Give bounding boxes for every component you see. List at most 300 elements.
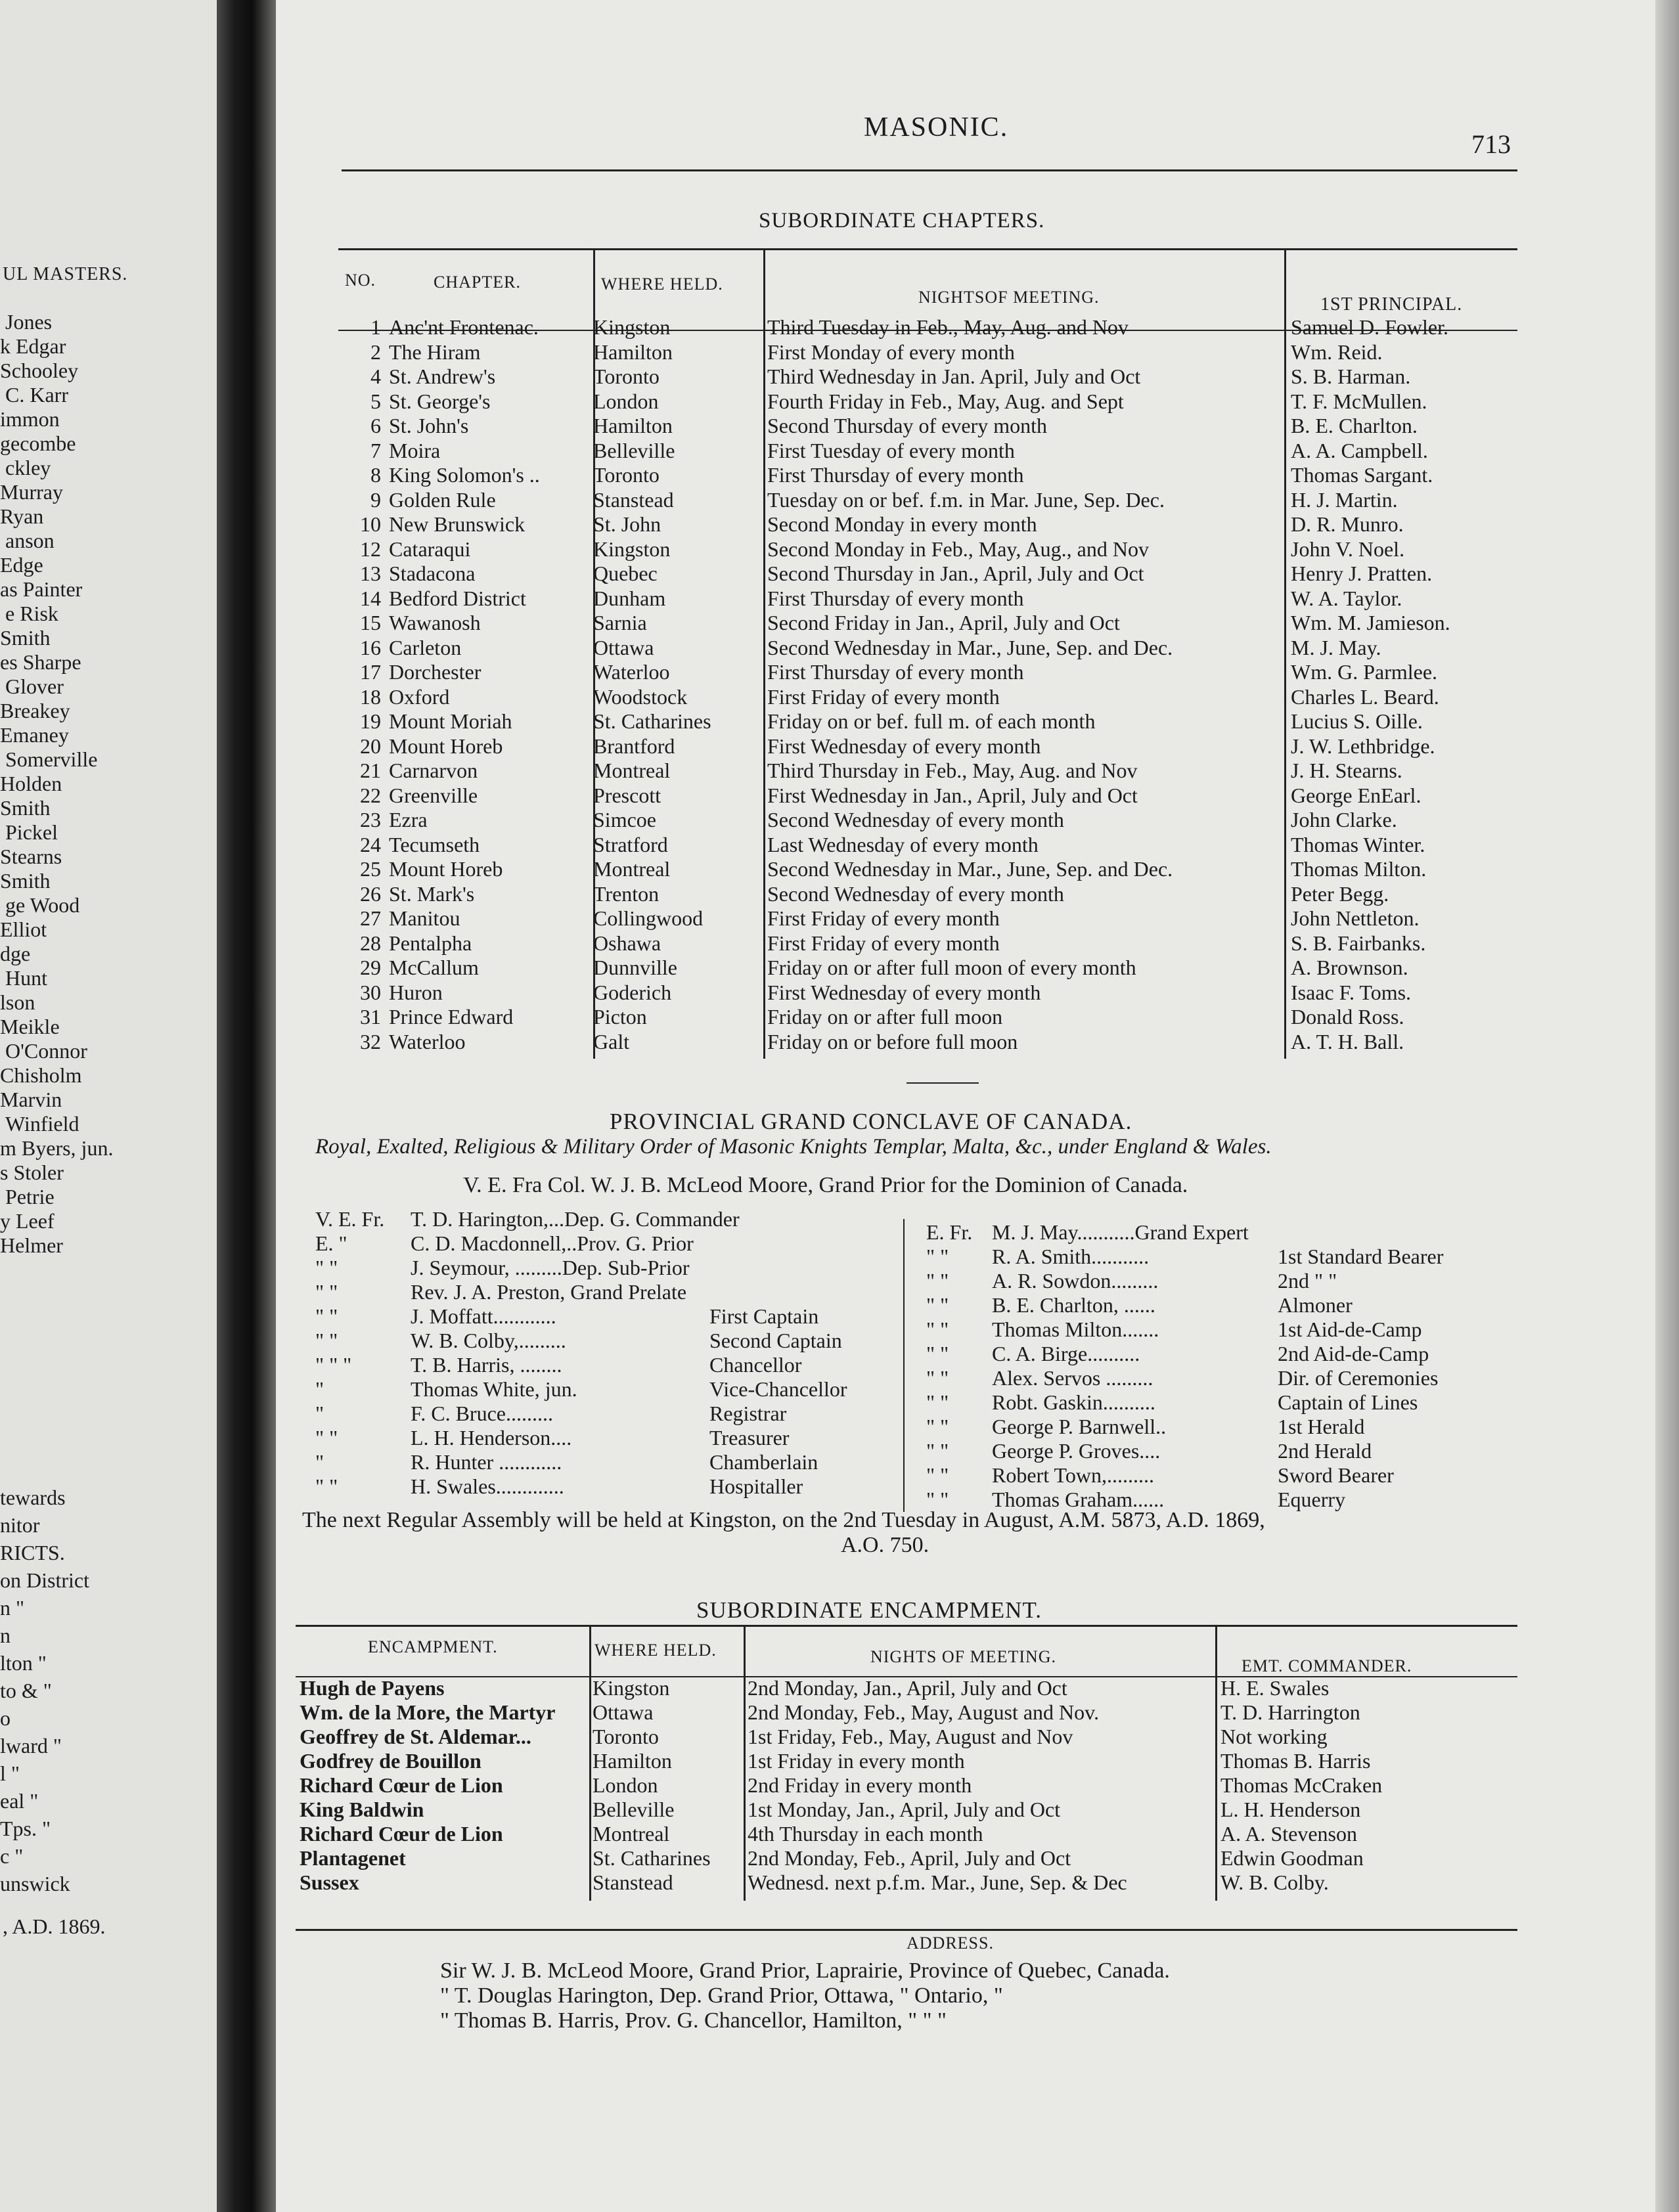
encampment-location: Belleville [593,1798,675,1821]
chapter-name: Huron [389,981,443,1004]
chapter-number: 24 [360,833,381,856]
chapter-row [276,784,1590,808]
officer-name: F. C. Bruce......... [411,1402,553,1425]
chapter-number: 28 [360,931,381,955]
chapter-first-principal: Peter Begg. [1291,882,1389,906]
officer-name: Thomas Milton....... [992,1317,1159,1341]
chapter-number: 32 [360,1030,381,1053]
chapter-meeting-nights: Second Wednesday in Mar., June, Sep. and Dec. [767,857,1173,881]
chapter-name: Mount Horeb [389,734,503,758]
officer-name: Thomas White, jun. [411,1377,577,1401]
chapter-number: 23 [360,808,381,831]
chapter-meeting-nights: Second Wednesday of every month [767,808,1064,831]
officer-name: L. H. Henderson.... [411,1426,572,1449]
chapter-meeting-nights: First Friday of every month [767,931,1000,955]
chapter-row [276,365,1590,389]
officer-name: Thomas Graham...... [992,1488,1165,1511]
encampment-row [276,1749,1590,1773]
chapter-number: 8 [370,463,381,487]
facing-page-line: RICTS. [0,1541,65,1564]
chapter-location: Stanstead [593,488,674,512]
chapter-row [276,340,1590,365]
chapter-location: Brantford [593,734,675,758]
facing-page-line: Breakey [0,699,70,722]
encampment-location: Ottawa [593,1700,654,1724]
chapter-location: Woodstock [593,685,688,709]
chapter-number: 15 [360,611,381,634]
chapter-number: 25 [360,857,381,881]
chapter-location: Picton [593,1005,647,1029]
chapter-first-principal: B. E. Charlton. [1291,414,1418,437]
facing-page-line: y Leef [0,1209,55,1233]
chapter-row [276,636,1590,660]
chapter-name: Bedford District [389,586,526,610]
col-header-chapter: CHAPTER. [434,273,521,292]
chapter-location: Trenton [593,882,660,906]
encampment-location: Kingston [593,1676,670,1700]
book-gutter [217,0,276,2212]
chapter-location: Stratford [593,833,668,856]
facing-page-line: es Sharpe [0,650,81,674]
chapter-location: Galt [593,1030,630,1053]
facing-page-line: e Risk [5,602,58,625]
officer-rank: " " [926,1317,949,1341]
officer-name: J. Seymour, .........Dep. Sub-Prior [411,1256,690,1279]
chapter-name: Dorchester [389,660,481,684]
officer-rank: " [315,1450,325,1474]
encampment-location: Hamilton [593,1749,672,1773]
chapter-row [276,389,1590,414]
chapter-location: St. John [593,512,661,536]
chapter-location: Collingwood [593,906,704,930]
encampment-name: Richard Cœur de Lion [300,1773,503,1797]
facing-page-line: ge Wood [5,893,80,917]
chapter-location: Belleville [593,439,675,462]
col-header-nights: NIGHTSOF MEETING. [918,288,1100,307]
chapter-location: St. Catharines [593,709,711,733]
chapter-meeting-nights: First Monday of every month [767,340,1015,364]
chapter-meeting-nights: Friday on or before full moon [767,1030,1018,1053]
chapter-location: Dunnville [593,956,677,979]
facing-page-line: Smith [0,796,51,820]
officer-name: C. D. Macdonnell,..Prov. G. Prior [411,1231,694,1255]
chapter-first-principal: Charles L. Beard. [1291,685,1439,709]
chapter-first-principal: T. F. McMullen. [1291,389,1427,413]
facing-page-line: Chisholm [0,1063,82,1087]
chapter-number: 13 [360,562,381,585]
officer-rank: " " [926,1415,949,1438]
officer-office: Equerry [1278,1488,1346,1511]
chapter-location: Hamilton [593,414,673,437]
officer-rank: " " [926,1439,949,1463]
officer-rank: " " [926,1488,949,1511]
short-rule [907,1082,979,1084]
chapter-name: Greenville [389,784,478,807]
chapter-meeting-nights: Third Tuesday in Feb., May, Aug. and Nov [767,315,1129,339]
facing-page-line: Somerville [5,747,98,771]
chapter-row [276,906,1590,931]
officer-name: M. J. May...........Grand Expert [992,1220,1249,1244]
facing-page-line: k Edgar [0,334,66,358]
chapter-number: 2 [370,340,381,364]
facing-page-line: Winfield [5,1112,79,1136]
encampment-commander: A. A. Stevenson [1220,1822,1357,1846]
facing-page-line: Smith [0,869,51,893]
encampment-name: Richard Cœur de Lion [300,1822,503,1846]
chapter-row [276,488,1590,512]
chapter-meeting-nights: Second Wednesday in Mar., June, Sep. and Dec. [767,636,1173,659]
facing-page-line: Pickel [5,820,58,844]
chapter-number: 1 [370,315,381,339]
chapter-meeting-nights: Second Thursday of every month [767,414,1047,437]
facing-page-line: C. Karr [5,383,68,407]
officer-office: Almoner [1278,1293,1353,1317]
chapter-first-principal: Lucius S. Oille. [1291,709,1423,733]
chapters-heading: SUBORDINATE CHAPTERS. [759,209,1045,232]
encampment-meeting-nights: 2nd Monday, Feb., May, August and Nov. [748,1700,1100,1724]
chapter-meeting-nights: First Wednesday of every month [767,734,1041,758]
chapter-row [276,1005,1590,1029]
facing-page-line: lson [0,990,35,1014]
facing-page-line: n [0,1624,11,1647]
officer-name: T. B. Harris, ........ [411,1353,562,1377]
officer-name: C. A. Birge.......... [992,1342,1140,1365]
officer-name: Robt. Gaskin.......... [992,1390,1155,1414]
chapter-number: 18 [360,685,381,709]
chapter-row [276,1030,1590,1054]
chapter-name: Mount Horeb [389,857,503,881]
chapter-number: 21 [360,759,381,782]
page [276,0,1668,2212]
enc-col-header-nights: NIGHTS OF MEETING. [870,1647,1057,1666]
officer-office: Dir. of Ceremonies [1278,1366,1439,1390]
chapter-row [276,734,1590,759]
chapter-meeting-nights: Friday on or bef. full m. of each month [767,709,1096,733]
chapter-location: Quebec [593,562,658,585]
facing-page-line: l " [0,1761,20,1785]
officer-rank: " " [926,1390,949,1414]
officer-rank: " " [315,1329,338,1352]
encampment-meeting-nights: 1st Friday, Feb., May, August and Nov [748,1725,1073,1748]
officer-office: Chamberlain [709,1450,818,1474]
officer-name: Rev. J. A. Preston, Grand Prelate [411,1280,687,1304]
chapter-name: Cataraqui [389,537,471,561]
officer-name: George P. Barnwell.. [992,1415,1167,1438]
encampment-commander: Thomas B. Harris [1220,1749,1371,1773]
encampment-meeting-nights: Wednesd. next p.f.m. Mar., June, Sep. & Dec [748,1870,1127,1894]
chapter-name: St. Andrew's [389,365,496,388]
chapter-meeting-nights: Second Friday in Jan., April, July and Oct [767,611,1120,634]
encampments-heading: SUBORDINATE ENCAMPMENT. [696,1597,1042,1623]
encampment-commander: Edwin Goodman [1220,1846,1364,1870]
chapter-number: 5 [370,389,381,413]
chapter-first-principal: John Nettleton. [1291,906,1420,930]
chapter-row [276,709,1590,734]
chapter-first-principal: A. A. Campbell. [1291,439,1428,462]
officer-name: Robert Town,......... [992,1463,1154,1487]
enc-col-header-encampment: ENCAMPMENT. [368,1637,498,1656]
chapter-name: The Hiram [389,340,481,364]
chapter-meeting-nights: First Thursday of every month [767,463,1024,487]
encampment-meeting-nights: 4th Thursday in each month [748,1822,983,1846]
officer-rank: " " [926,1293,949,1317]
grand-prior-line: V. E. Fra Col. W. J. B. McLeod Moore, Grand Prior for the Dominion of Canada. [463,1173,1188,1197]
encampment-location: Toronto [593,1725,659,1748]
encampment-row [276,1700,1590,1725]
facing-page-line: Petrie [5,1185,55,1208]
chapter-meeting-nights: First Wednesday in Jan., April, July and Oct [767,784,1138,807]
chapter-first-principal: S. B. Fairbanks. [1291,931,1426,955]
facing-page-line: Glover [5,675,64,698]
encampment-commander: H. E. Swales [1220,1676,1330,1700]
chapter-name: St. George's [389,389,491,413]
chapter-location: Montreal [593,759,671,782]
chapter-first-principal: Thomas Sargant. [1291,463,1433,487]
officer-rank: " " [926,1463,949,1487]
encampment-location: St. Catharines [593,1846,711,1870]
encampment-meeting-nights: 2nd Monday, Feb., April, July and Oct [748,1846,1071,1870]
chapter-name: Ezra [389,808,428,831]
facing-page-line: unswick [0,1872,70,1895]
chapter-name: Mount Moriah [389,709,512,733]
officer-rank: " " [926,1342,949,1365]
encampment-meeting-nights: 1st Friday in every month [748,1749,965,1773]
chapter-meeting-nights: First Wednesday of every month [767,981,1041,1004]
chapter-number: 10 [360,512,381,536]
facing-page-line: gecombe [0,431,76,455]
encampment-row [276,1846,1590,1870]
chapter-number: 12 [360,537,381,561]
header-rule [342,169,1517,171]
chapter-location: Goderich [593,981,672,1004]
chapter-location: Oshawa [593,931,661,955]
address-line-2: " T. Douglas Harington, Dep. Grand Prior, Ottawa, " Ontario, " [440,1983,1003,2008]
chapter-meeting-nights: First Thursday of every month [767,586,1024,610]
encampment-commander: W. B. Colby. [1220,1870,1329,1894]
chapter-first-principal: S. B. Harman. [1291,365,1411,388]
encampment-name: King Baldwin [300,1798,424,1821]
chapter-first-principal: A. T. H. Ball. [1291,1030,1404,1053]
conclave-divider [903,1219,905,1512]
chapter-name: Pentalpha [389,931,472,955]
encampment-commander: T. D. Harrington [1220,1700,1360,1724]
chapter-name: Moira [389,439,441,462]
chapter-number: 17 [360,660,381,684]
officer-rank: V. E. Fr. [315,1207,385,1231]
chapter-number: 20 [360,734,381,758]
chapter-row [276,463,1590,487]
chapter-row [276,833,1590,857]
officer-rank: " " [315,1280,338,1304]
facing-page-line: Ryan [0,504,44,528]
chapter-name: Tecumseth [389,833,480,856]
chapter-first-principal: A. Brownson. [1291,956,1408,979]
facing-page-line: nitor [0,1513,40,1537]
facing-page-line: Edge [0,553,43,577]
chapter-first-principal: H. J. Martin. [1291,488,1398,512]
chapter-location: London [593,389,659,413]
chapter-first-principal: Wm. Reid. [1291,340,1383,364]
chapter-number: 30 [360,981,381,1004]
chapter-meeting-nights: Last Wednesday of every month [767,833,1039,856]
facing-page-line: Meikle [0,1015,60,1038]
officer-office: Sword Bearer [1278,1463,1394,1487]
col-header-where-held: WHERE HELD. [601,275,723,294]
facing-page-line: Helmer [0,1233,63,1257]
col-header-first-principal: 1ST PRINCIPAL. [1320,294,1463,315]
chapter-row [276,981,1590,1005]
chapter-name: Wawanosh [389,611,481,634]
chapter-location: Hamilton [593,340,673,364]
chapter-meeting-nights: Third Wednesday in Jan. April, July and Oct [767,365,1141,388]
facing-page-header: UL MASTERS. [3,264,128,284]
enc-col-header-where-held: WHERE HELD. [594,1641,717,1660]
encampment-row [276,1725,1590,1749]
chapter-name: St. John's [389,414,469,437]
officer-rank: E. " [315,1231,347,1255]
chapter-row [276,586,1590,611]
encampment-meeting-nights: 2nd Friday in every month [748,1773,972,1797]
facing-page-line: tewards [0,1486,66,1509]
chapter-number: 14 [360,586,381,610]
officer-office: Registrar [709,1402,787,1425]
chapters-top-rule [338,248,1517,250]
chapter-name: Anc'nt Frontenac. [389,315,539,339]
chapter-meeting-nights: First Thursday of every month [767,660,1024,684]
officer-rank: " " [315,1474,338,1498]
chapter-row [276,537,1590,562]
officer-name: R. Hunter ............ [411,1450,562,1474]
chapter-first-principal: Thomas Winter. [1291,833,1425,856]
chapter-name: Carleton [389,636,462,659]
officer-name: H. Swales............. [411,1474,564,1498]
officer-name: R. A. Smith........... [992,1245,1150,1268]
page-number: 713 [1471,129,1511,159]
facing-page-fragment [0,0,217,2212]
chapter-meeting-nights: Second Monday in every month [767,512,1037,536]
encampment-name: Wm. de la More, the Martyr [300,1700,556,1724]
facing-page-line: s Stoler [0,1161,64,1184]
chapter-first-principal: J. W. Lethbridge. [1291,734,1435,758]
chapter-first-principal: Thomas Milton. [1291,857,1427,881]
facing-page-line: m Byers, jun. [0,1136,114,1160]
officer-rank: " " " [315,1353,352,1377]
chapter-name: Carnarvon [389,759,478,782]
chapter-row [276,685,1590,709]
officer-office: 1st Herald [1278,1415,1365,1438]
officer-name: J. Moffatt............ [411,1304,556,1328]
chapter-row [276,315,1590,340]
chapter-meeting-nights: Second Thursday in Jan., April, July and Oct [767,562,1144,585]
chapter-first-principal: Samuel D. Fowler. [1291,315,1448,339]
chapter-location: Prescott [593,784,661,807]
encampment-row [276,1822,1590,1846]
facing-page-line: dge [0,942,31,965]
chapter-name: St. Mark's [389,882,475,906]
chapter-number: 26 [360,882,381,906]
officer-rank: " " [926,1366,949,1390]
chapter-row [276,562,1590,586]
chapter-name: Waterloo [389,1030,466,1053]
facing-page-line: immon [0,407,60,431]
chapter-name: New Brunswick [389,512,526,536]
address-heading: ADDRESS. [907,1934,994,1953]
address-line-3: " Thomas B. Harris, Prov. G. Chancellor, Hamilton, " " " [440,2008,947,2033]
chapter-number: 27 [360,906,381,930]
officer-rank: " [315,1402,325,1425]
officer-name: B. E. Charlton, ...... [992,1293,1155,1317]
officer-rank: E. Fr. [926,1220,973,1244]
facing-page-line: Holden [0,772,62,795]
facing-page-line: Stearns [0,845,62,868]
chapter-name: King Solomon's .. [389,463,540,487]
chapter-first-principal: George EnEarl. [1291,784,1422,807]
facing-page-line: O'Connor [5,1039,87,1063]
facing-page-line: c " [0,1844,24,1868]
chapter-name: McCallum [389,956,479,979]
chapter-row [276,512,1590,537]
facing-page-line: anson [5,529,55,552]
conclave-subheading: Royal, Exalted, Religious & Military Order of Masonic Knights Templar, Malta, &c., under England & Wales. [315,1135,1272,1159]
chapter-first-principal: John Clarke. [1291,808,1397,831]
chapter-number: 6 [370,414,381,437]
chapter-meeting-nights: Second Monday in Feb., May, Aug., and Nov [767,537,1149,561]
chapter-number: 4 [370,365,381,388]
chapter-number: 29 [360,956,381,979]
facing-page-line: ckley [5,456,51,479]
page-title: MASONIC. [864,112,1009,143]
chapter-first-principal: Wm. M. Jamieson. [1291,611,1450,634]
facing-page-line: Jones [5,310,53,334]
facing-page-line: on District [0,1568,89,1592]
chapter-name: Prince Edward [389,1005,514,1029]
chapter-name: Oxford [389,685,450,709]
chapter-meeting-nights: Friday on or after full moon [767,1005,1003,1029]
chapter-location: Dunham [593,586,666,610]
encampment-row [276,1870,1590,1895]
chapter-first-principal: D. R. Munro. [1291,512,1404,536]
officer-office: 2nd Herald [1278,1439,1372,1463]
chapter-meeting-nights: Tuesday on or bef. f.m. in Mar. June, Sep. Dec. [767,488,1165,512]
chapter-name: Stadacona [389,562,476,585]
chapter-first-principal: Henry J. Pratten. [1291,562,1433,585]
chapter-location: Waterloo [593,660,670,684]
chapter-meeting-nights: Third Thursday in Feb., May, Aug. and Nov [767,759,1138,782]
chapter-row [276,759,1590,783]
officer-name: T. D. Harington,...Dep. G. Commander [411,1207,740,1231]
facing-page-line: Murray [0,480,63,504]
officer-name: George P. Groves.... [992,1439,1161,1463]
chapter-first-principal: Donald Ross. [1291,1005,1404,1029]
chapter-meeting-nights: First Tuesday of every month [767,439,1015,462]
chapter-location: Montreal [593,857,671,881]
facing-page-line: Tps. " [0,1817,51,1840]
encampment-location: Stanstead [593,1870,673,1894]
officer-rank: " " [315,1426,338,1449]
chapter-location: Ottawa [593,636,654,659]
facing-page-line: Elliot [0,918,47,941]
encampments-bottom-rule [296,1929,1517,1931]
officer-office: Vice-Chancellor [709,1377,847,1401]
facing-page-line: o [0,1706,11,1730]
chapter-location: Toronto [593,463,660,487]
officer-name: W. B. Colby,......... [411,1329,566,1352]
chapter-row [276,808,1590,832]
encampment-name: Sussex [300,1870,359,1894]
officer-office: 2nd " " [1278,1269,1337,1293]
assembly-notice-line2: A.O. 750. [841,1533,929,1557]
encampment-row [276,1798,1590,1822]
